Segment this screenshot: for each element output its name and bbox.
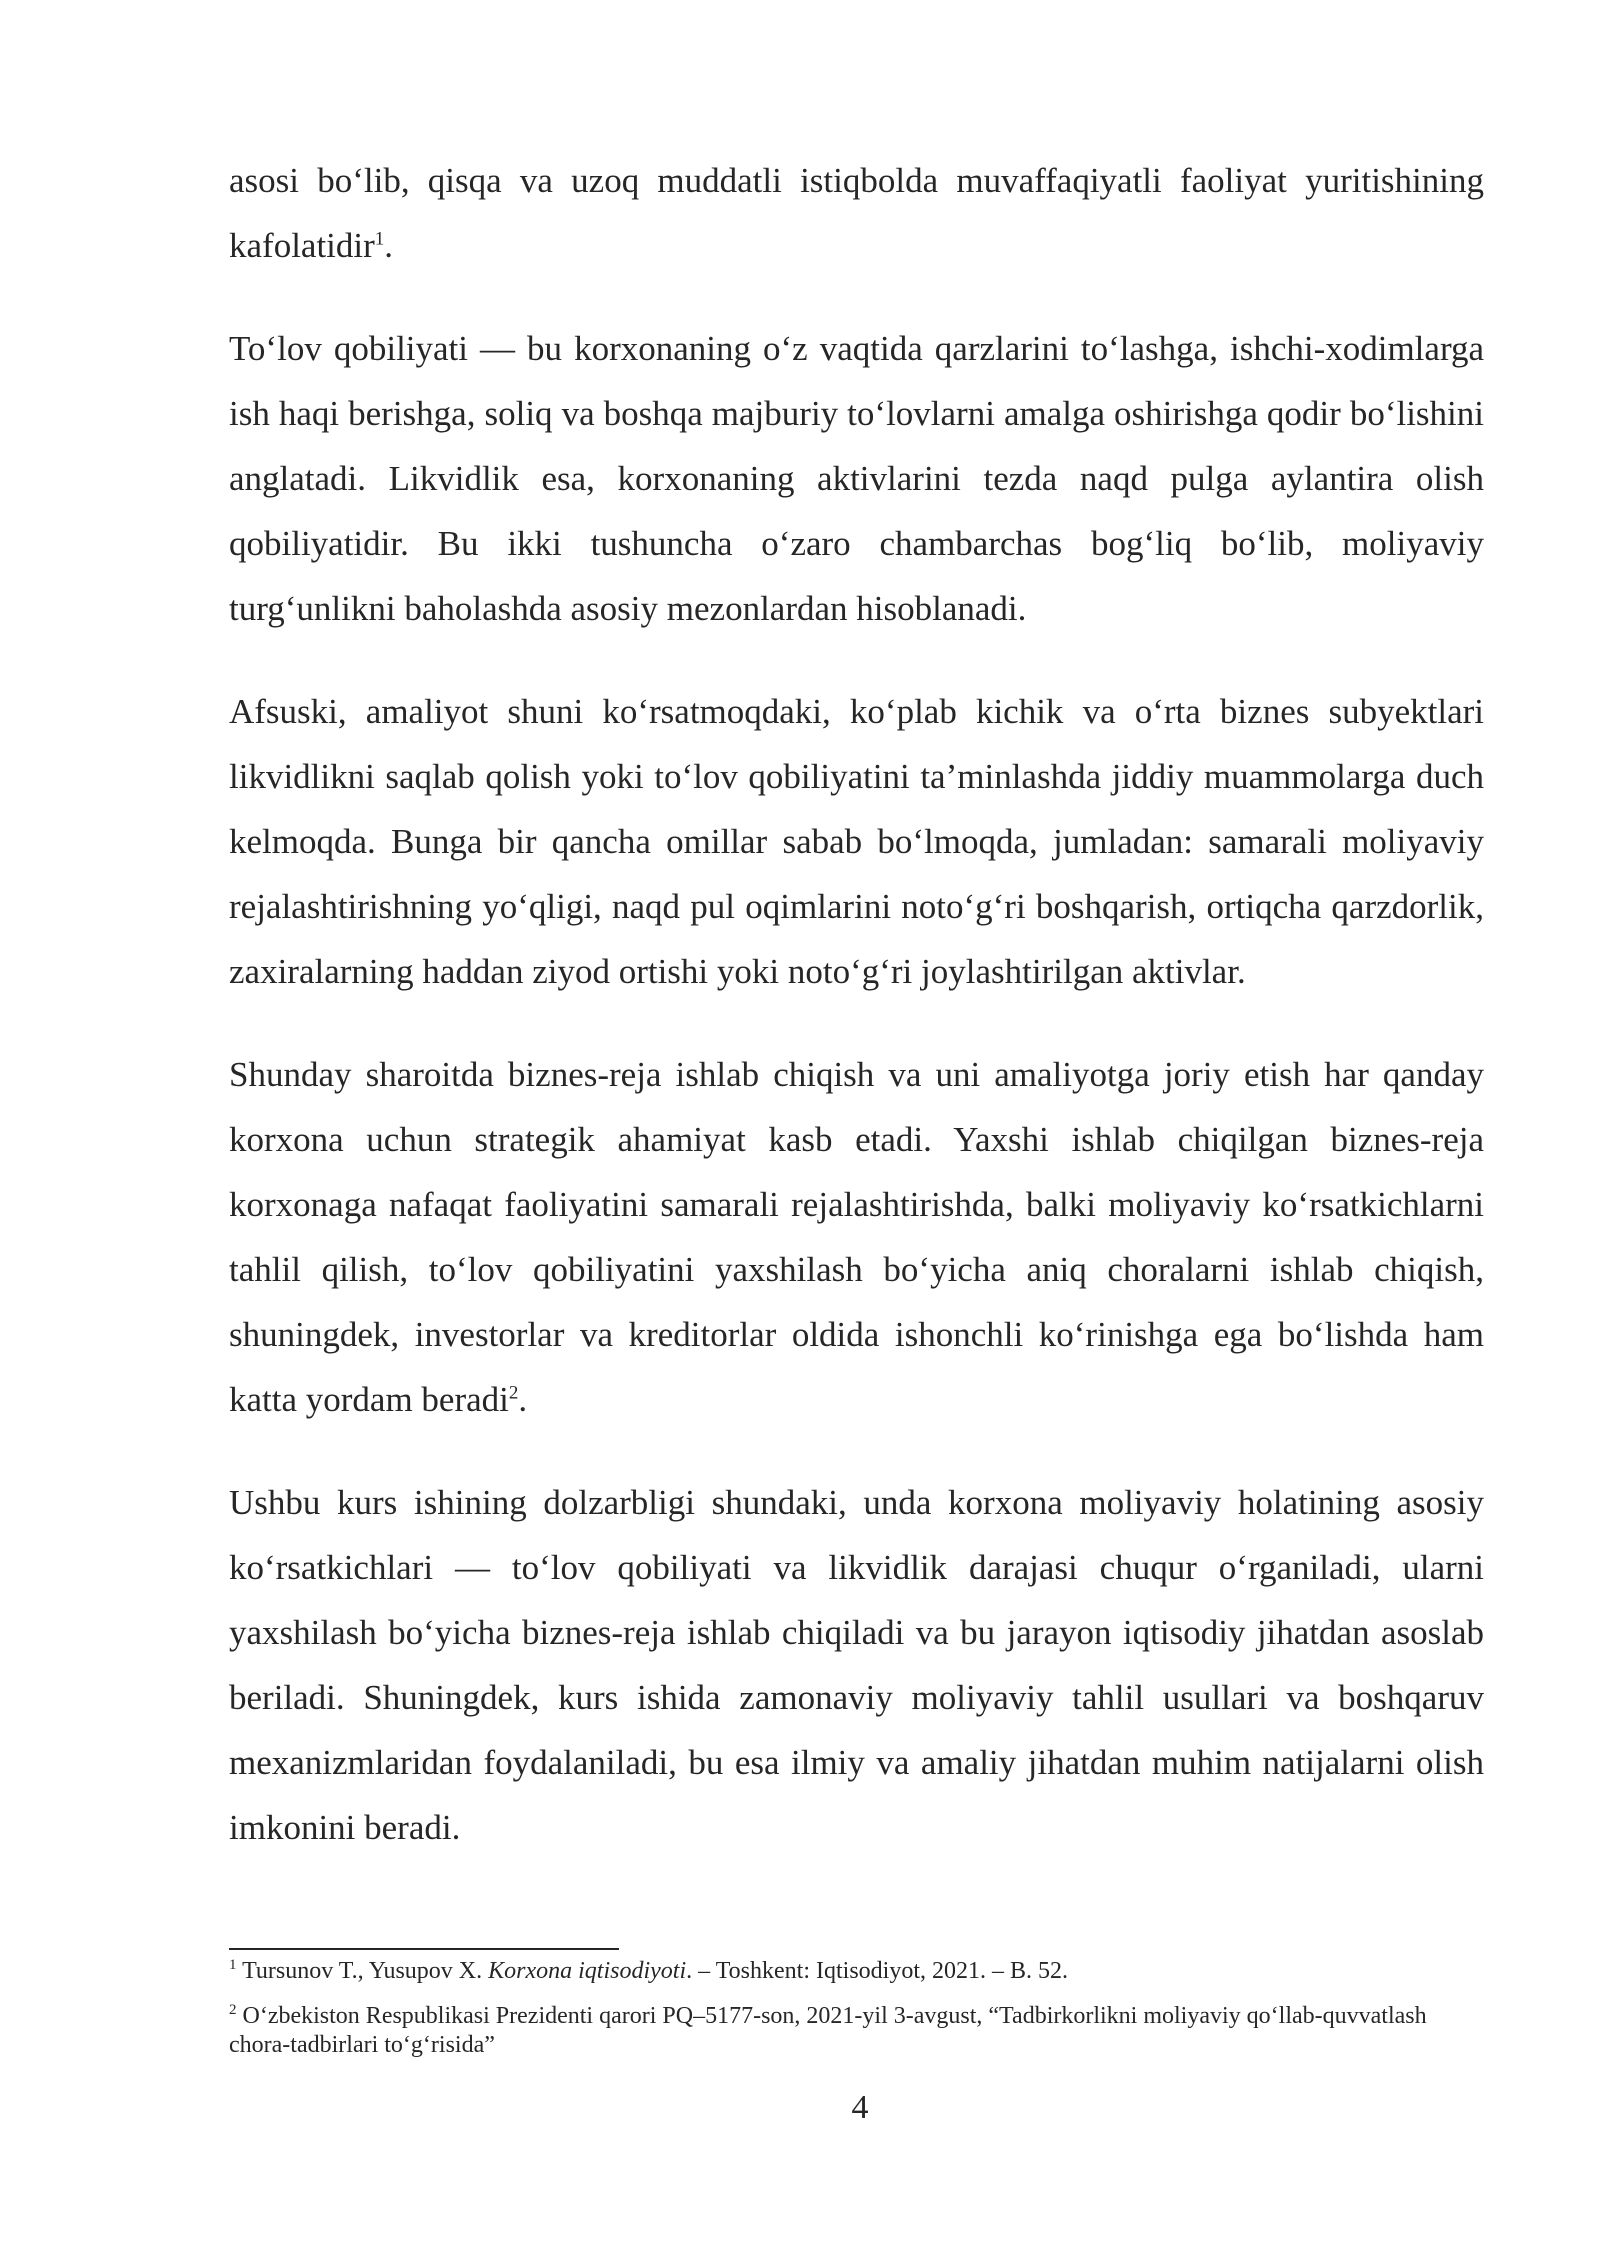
paragraph-5 <box>229 1470 1484 1860</box>
page-number: 4 <box>851 2089 869 2126</box>
paragraph-text: asosi bo‘lib, qisqa va uzoq muddatli istiqbolda muvaffaqiyatli faoliyat yuritishining kafolatidir <box>229 161 1484 265</box>
footnote-book-title: Korxona iqtisodiyoti <box>488 1958 687 1984</box>
paragraph-text: Afsuski, amaliyot shuni ko‘rsatmoqdaki, ko‘plab kichik va o‘rta biznes subyektlari likvidlikni saqlab qolish yoki to‘lov qobiliyatini ta’minlashda jiddiy muammolarga duch kelmoqda. Bunga bir qancha omillar sabab bo‘lmoqda, jumladan: samarali moliyaviy rejalashtirishning yo‘qligi, naqd pul oqimlarini noto‘g‘ri boshqarish, ortiqcha qarzdorlik, zaxiralarning haddan ziyod ortishi yoki noto‘g‘ri joylashtirilgan aktivlar. <box>229 692 1484 991</box>
paragraph-3 <box>229 679 1484 1004</box>
paragraph-4 <box>229 1042 1484 1432</box>
paragraph-text: Shunday sharoitda biznes-reja ishlab chiqish va uni amaliyotga joriy etish har qanday korxona uchun strategik ahamiyat kasb etadi. Yaxshi ishlab chiqilgan biznes-reja korxonaga nafaqat faoliyatini samarali rejalashtirishda, balki moliyaviy ko‘rsatkichlarni tahlil qilish, to‘lov qobiliyatini yaxshilash bo‘yicha aniq choralarni ishlab chiqish, shuningdek, investorlar va kreditorlar oldida ishonchli ko‘rinishga ega bo‘lishda ham katta yordam beradi <box>229 1055 1484 1419</box>
footnote-reference-1[interactable]: 1 <box>374 228 385 250</box>
footnote-reference-2[interactable]: 2 <box>508 1382 519 1404</box>
footnote-number: 1 <box>229 1957 237 1973</box>
paragraph-tail: . <box>518 1380 528 1419</box>
footnote-1 <box>229 1957 1484 1986</box>
paragraph-text: Ushbu kurs ishining dolzarbligi shundaki, unda korxona moliyaviy holatining asosiy ko‘rsatkichlari — to‘lov qobiliyati va likvidlik darajasi chuqur o‘rganiladi, ularni yaxshilash bo‘yicha biznes-reja ishlab chiqiladi va bu jarayon iqtisodiy jihatdan asoslab beriladi. Shuningdek, kurs ishida zamonaviy moliyaviy tahlil usullari va boshqaruv mexanizmlaridan foydalaniladi, bu esa ilmiy va amaliy jihatdan muhim natijalarni olish imkonini beradi. <box>229 1483 1484 1847</box>
footnote-text: Tursunov T., Yusupov X. <box>242 1958 489 1984</box>
footnote-text-end: . – Toshkent: Iqtisodiyot, 2021. – B. 52. <box>686 1958 1069 1984</box>
paragraph-1 <box>229 148 1484 278</box>
footnote-separator <box>229 1948 619 1950</box>
footnote-number: 2 <box>229 2002 237 2018</box>
paragraph-2 <box>229 316 1484 641</box>
paragraph-tail: . <box>384 226 394 265</box>
footnotes <box>229 1957 1484 2076</box>
footnote-2 <box>229 2002 1484 2060</box>
paragraph-text: To‘lov qobiliyati — bu korxonaning o‘z vaqtida qarzlarini to‘lashga, ishchi-xodimlarga ish haqi berishga, soliq va boshqa majburiy to‘lovlarni amalga oshirishga qodir bo‘lishini anglatadi. Likvidlik esa, korxonaning aktivlarini tezda naqd pulga aylantira olish qobiliyatidir. Bu ikki tushuncha o‘zaro chambarchas bog‘liq bo‘lib, moliyaviy turg‘unlikni baholashda asosiy mezonlardan hisoblanadi. <box>229 329 1484 628</box>
footnote-text: O‘zbekiston Respublikasi Prezidenti qarori PQ–5177-son, 2021-yil 3-avgust, “Tadbirkorlikni moliyaviy qo‘llab-quvvatlash chora-tadbirlari to‘g‘risida” <box>229 2003 1427 2058</box>
body-text <box>229 148 1484 1898</box>
